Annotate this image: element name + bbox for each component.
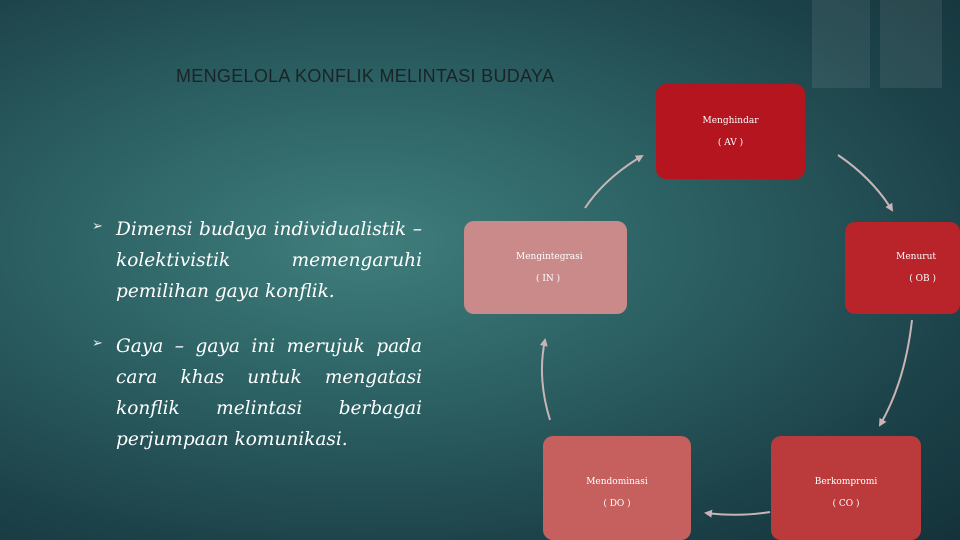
- arrow-bullet-icon: ➢: [92, 336, 103, 351]
- node-mengintegrasi: [464, 221, 627, 314]
- node-mendominasi: [543, 436, 691, 540]
- bullet-text: Gaya – gaya ini merujuk pada cara khas untuk mengatasi konflik melintasi berbagai perjumpaan komunikasi.: [116, 336, 422, 450]
- node-label: Mengintegrasi: [516, 251, 583, 262]
- arrow-av-to-ob: [838, 155, 892, 210]
- arrow-do-to-in: [542, 340, 550, 420]
- node-label: Berkompromi: [814, 477, 878, 487]
- node-code: ( DO ): [603, 499, 631, 509]
- arrow-bullet-icon: ➢: [92, 219, 103, 234]
- node-label: Mendominasi: [586, 477, 648, 487]
- node-label: Menurut: [896, 252, 936, 262]
- node-code: ( AV ): [717, 137, 744, 148]
- arrow-ob-to-co: [880, 320, 912, 425]
- bullet-text: Dimensi budaya individualistik – kolektivistik memengaruhi pemilihan gaya konflik.: [116, 219, 422, 302]
- node-code: ( IN ): [536, 273, 561, 284]
- node-menurut: [845, 222, 960, 314]
- node-menghindar: [656, 84, 805, 179]
- node-code: ( OB ): [909, 274, 936, 284]
- arrow-in-to-av: [585, 156, 642, 208]
- slide-title: MENGELOLA KONFLIK MELINTASI BUDAYA: [176, 66, 555, 86]
- arrow-co-to-do: [706, 512, 770, 515]
- node-code: ( CO ): [832, 499, 860, 509]
- node-berkompromi: [771, 436, 921, 540]
- node-label: Menghindar: [702, 115, 759, 126]
